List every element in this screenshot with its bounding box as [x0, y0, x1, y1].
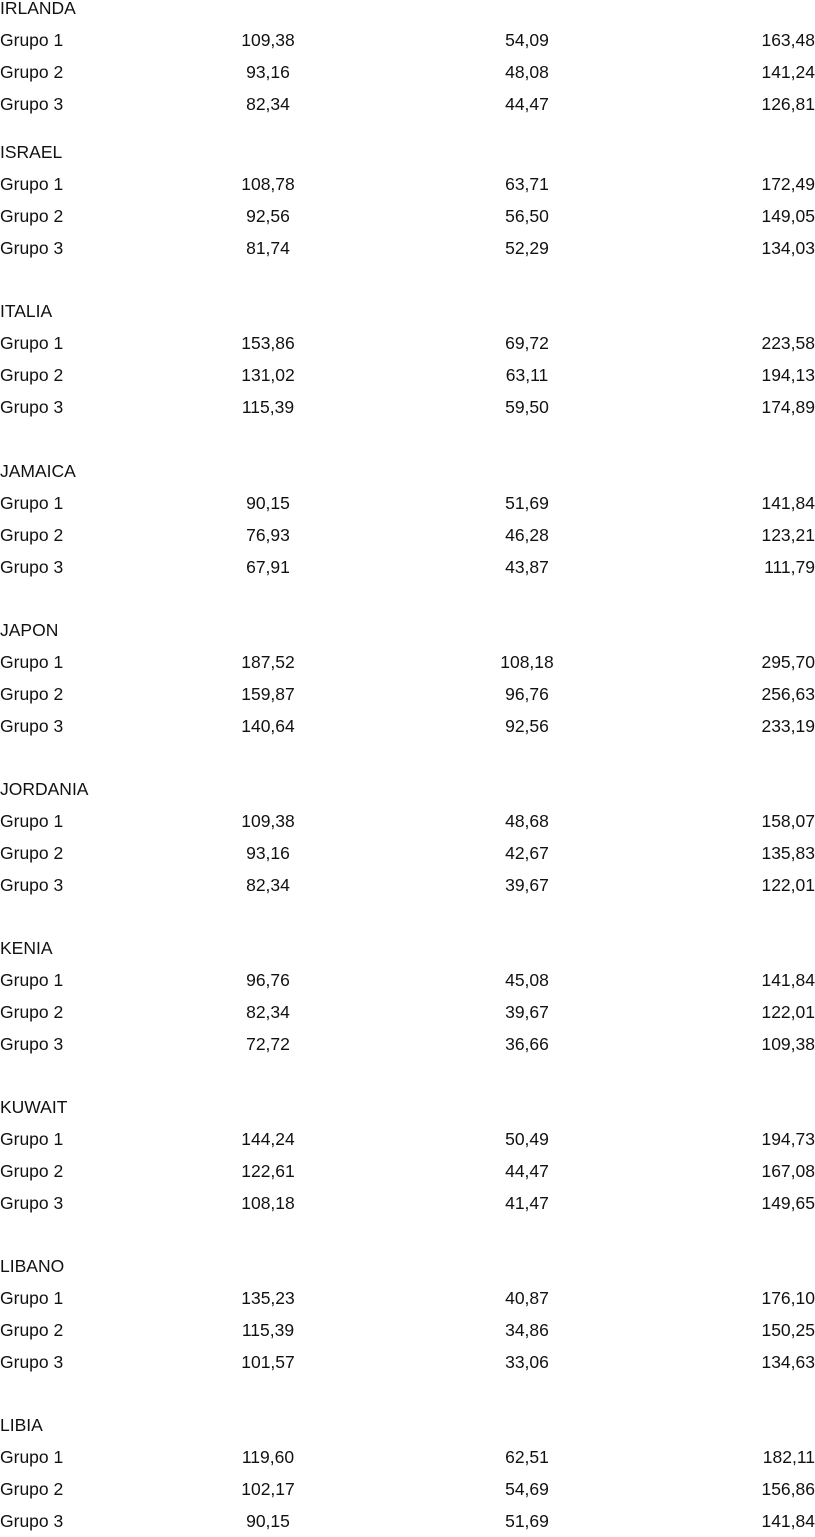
country-heading: JORDANIA	[0, 779, 89, 799]
group-label: Grupo 3	[0, 237, 64, 258]
value-column-2: 52,29	[505, 237, 549, 258]
value-column-1: 67,91	[246, 556, 290, 577]
value-total: 109,38	[761, 1033, 815, 1054]
value-column-2: 33,06	[505, 1351, 549, 1372]
value-column-2: 34,86	[505, 1319, 549, 1340]
group-label: Grupo 3	[0, 556, 64, 577]
value-column-2: 69,72	[505, 333, 549, 353]
value-total: 122,01	[761, 874, 815, 895]
value-total: 150,25	[761, 1319, 815, 1340]
group-label: Grupo 2	[0, 524, 64, 545]
value-column-1: 135,23	[241, 1288, 295, 1308]
table-row	[0, 646, 815, 678]
table-row	[0, 1473, 815, 1505]
group-label: Grupo 2	[0, 1160, 64, 1181]
value-total: 149,65	[761, 1192, 815, 1213]
table-row	[0, 869, 815, 901]
value-column-1: 144,24	[241, 1129, 295, 1149]
group-label: Grupo 2	[0, 1478, 64, 1499]
group-label: Grupo 1	[0, 652, 64, 672]
value-column-2: 63,11	[505, 364, 549, 385]
group-label: Grupo 1	[0, 333, 64, 353]
table-row	[0, 519, 815, 551]
value-total: 295,70	[761, 652, 815, 672]
value-total: 141,24	[761, 61, 815, 82]
table-row	[0, 1028, 815, 1060]
group-label: Grupo 1	[0, 1288, 64, 1308]
value-column-1: 159,87	[241, 683, 295, 704]
group-label: Grupo 3	[0, 1192, 64, 1213]
group-label: Grupo 2	[0, 683, 64, 704]
group-label: Grupo 1	[0, 493, 64, 513]
value-total: 223,58	[761, 333, 815, 353]
value-total: 141,84	[761, 970, 815, 990]
table-row	[0, 24, 815, 56]
value-total: 156,86	[761, 1478, 815, 1499]
value-column-2: 48,68	[505, 811, 549, 831]
group-label: Grupo 3	[0, 93, 64, 114]
value-column-1: 82,34	[246, 1001, 290, 1022]
value-total: 176,10	[761, 1288, 815, 1308]
table-row	[0, 327, 815, 359]
value-column-2: 54,09	[505, 30, 549, 50]
group-label: Grupo 1	[0, 174, 64, 194]
table-row	[0, 1123, 815, 1155]
group-label: Grupo 3	[0, 874, 64, 895]
table-row	[0, 710, 815, 742]
value-column-1: 187,52	[241, 652, 295, 672]
value-column-2: 51,69	[505, 493, 549, 513]
table-row	[0, 1282, 815, 1314]
value-column-1: 81,74	[246, 237, 290, 258]
table-row	[0, 56, 815, 88]
table-row	[0, 487, 815, 519]
table-row	[0, 678, 815, 710]
table-row	[0, 232, 815, 264]
value-column-1: 90,15	[246, 1510, 290, 1531]
value-column-2: 56,50	[505, 205, 549, 226]
table-row	[0, 200, 815, 232]
value-column-1: 115,39	[241, 396, 295, 417]
value-column-2: 42,67	[505, 842, 549, 863]
value-column-1: 119,60	[241, 1447, 295, 1467]
value-column-2: 63,71	[505, 174, 549, 194]
group-label: Grupo 1	[0, 1129, 64, 1149]
value-total: 134,03	[761, 237, 815, 258]
value-total: 182,11	[762, 1447, 815, 1467]
group-label: Grupo 3	[0, 715, 64, 736]
group-label: Grupo 2	[0, 842, 64, 863]
value-column-2: 41,47	[505, 1192, 549, 1213]
table-row	[0, 996, 815, 1028]
value-column-2: 51,69	[505, 1510, 549, 1531]
value-column-1: 153,86	[241, 333, 295, 353]
group-label: Grupo 2	[0, 205, 64, 226]
group-label: Grupo 2	[0, 1001, 64, 1022]
group-label: Grupo 2	[0, 61, 64, 82]
group-label: Grupo 3	[0, 396, 64, 417]
value-column-2: 39,67	[505, 874, 549, 895]
value-total: 163,48	[761, 30, 815, 50]
value-column-2: 46,28	[505, 524, 549, 545]
country-heading: ISRAEL	[0, 142, 63, 162]
country-heading: JAMAICA	[0, 461, 76, 481]
value-column-2: 59,50	[505, 396, 549, 417]
value-column-2: 43,87	[505, 556, 549, 577]
table-row	[0, 1187, 815, 1219]
value-column-2: 45,08	[505, 970, 549, 990]
group-label: Grupo 3	[0, 1351, 64, 1372]
value-total: 141,84	[761, 493, 815, 513]
value-total: 123,21	[761, 524, 815, 545]
table-row	[0, 88, 815, 120]
table-row	[0, 391, 815, 423]
table-row	[0, 837, 815, 869]
table-row	[0, 1441, 815, 1473]
group-label: Grupo 1	[0, 30, 64, 50]
group-label: Grupo 3	[0, 1033, 64, 1054]
value-total: 256,63	[761, 683, 815, 704]
group-label: Grupo 1	[0, 970, 64, 990]
value-total: 174,89	[761, 396, 815, 417]
value-total: 172,49	[761, 174, 815, 194]
value-column-1: 115,39	[241, 1319, 295, 1340]
value-total: 111,79	[764, 556, 815, 577]
value-column-1: 90,15	[246, 493, 290, 513]
country-heading: JAPON	[0, 620, 59, 640]
group-label: Grupo 1	[0, 1447, 64, 1467]
value-total: 194,73	[761, 1129, 815, 1149]
value-column-2: 48,08	[505, 61, 549, 82]
value-column-1: 82,34	[246, 874, 290, 895]
value-column-1: 76,93	[246, 524, 290, 545]
value-column-2: 36,66	[505, 1033, 549, 1054]
value-column-1: 102,17	[241, 1478, 295, 1499]
value-column-1: 108,78	[241, 174, 295, 194]
value-column-2: 39,67	[505, 1001, 549, 1022]
value-column-1: 82,34	[246, 93, 290, 114]
value-column-1: 96,76	[246, 970, 290, 990]
value-column-1: 72,72	[246, 1033, 290, 1054]
value-total: 122,01	[761, 1001, 815, 1022]
group-label: Grupo 3	[0, 1510, 64, 1531]
value-column-1: 92,56	[246, 205, 290, 226]
value-total: 135,83	[761, 842, 815, 863]
value-total: 149,05	[761, 205, 815, 226]
value-total: 158,07	[761, 811, 815, 831]
group-label: Grupo 2	[0, 1319, 64, 1340]
value-column-2: 50,49	[505, 1129, 549, 1149]
value-column-2: 108,18	[500, 652, 554, 672]
table-row	[0, 359, 815, 391]
value-column-1: 108,18	[241, 1192, 295, 1213]
value-column-1: 109,38	[241, 30, 295, 50]
table-row	[0, 551, 815, 583]
country-heading: IRLANDA	[0, 0, 76, 18]
country-heading: ITALIA	[0, 301, 53, 321]
value-column-1: 131,02	[241, 364, 295, 385]
value-total: 134,63	[761, 1351, 815, 1372]
group-label: Grupo 1	[0, 811, 64, 831]
table-row	[0, 1155, 815, 1187]
value-column-2: 96,76	[505, 683, 549, 704]
value-total: 233,19	[761, 715, 815, 736]
value-column-1: 109,38	[241, 811, 295, 831]
value-column-1: 122,61	[241, 1160, 295, 1181]
value-column-1: 101,57	[241, 1351, 295, 1372]
country-heading: LIBIA	[0, 1415, 43, 1435]
value-column-2: 40,87	[505, 1288, 549, 1308]
value-column-2: 62,51	[505, 1447, 549, 1467]
table-row	[0, 805, 815, 837]
value-column-2: 44,47	[505, 93, 549, 114]
table-row	[0, 1346, 815, 1378]
table-row	[0, 168, 815, 200]
table-row	[0, 964, 815, 996]
value-column-1: 93,16	[246, 61, 290, 82]
value-column-1: 140,64	[241, 715, 295, 736]
country-heading: KUWAIT	[0, 1097, 68, 1117]
value-total: 141,84	[761, 1510, 815, 1531]
value-total: 194,13	[761, 364, 815, 385]
table-row	[0, 1314, 815, 1346]
value-column-1: 93,16	[246, 842, 290, 863]
value-column-2: 54,69	[505, 1478, 549, 1499]
group-label: Grupo 2	[0, 364, 64, 385]
country-heading: KENIA	[0, 938, 53, 958]
value-total: 167,08	[761, 1160, 815, 1181]
country-heading: LIBANO	[0, 1256, 65, 1276]
value-column-2: 92,56	[505, 715, 549, 736]
value-column-2: 44,47	[505, 1160, 549, 1181]
value-total: 126,81	[761, 93, 815, 114]
